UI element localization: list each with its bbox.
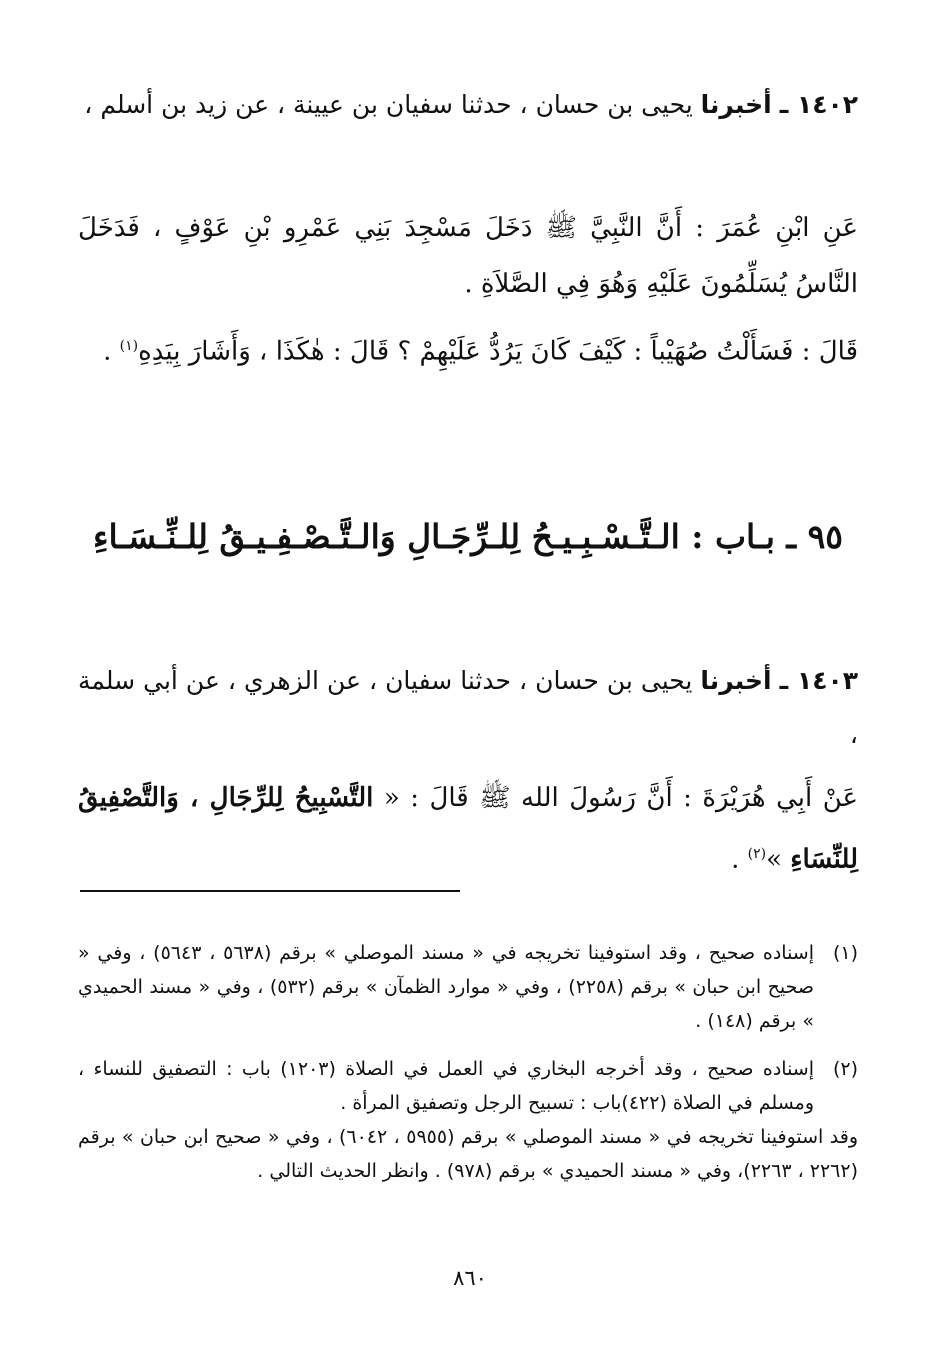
- chain-head: أخبرنا: [700, 90, 772, 119]
- hadith-text: قَالَ : فَسَأَلْتُ صُهَيْباً : كَيْفَ كَانَ يَرُدُّ عَلَيْهِمْ ؟ قَالَ : هٰكَذَا ، وَأَشَارَ بِيَدِهِ: [138, 336, 858, 367]
- footnote-text-continued: وقد استوفينا تخريجه في « مسند الموصلي » برقم (٥٩٥٥ ، ٦٠٤٢) ، وفي « صحيح ابن حبان » برقم (٢٢٦٢ ، ٢٢٦٣)، وفي « مسند الحميدي » برقم (٩٧٨) . وانظر الحديث التالي .: [78, 1126, 858, 1182]
- hadith-number: ١٤٠٣ ـ: [779, 666, 858, 695]
- hadith-1402-text-1: [78, 200, 858, 312]
- footnote-text: إسناده صحيح ، وقد أخرجه البخاري في العمل في الصلاة (١٢٠٣) باب : التصفيق للنساء ، ومسلم في الصلاة (٤٢٢)باب : تسبيح الرجل وتصفيق المرأة .: [78, 1058, 814, 1114]
- hadith-number: ١٤٠٢ ـ: [779, 90, 858, 119]
- footnote-text: إسناده صحيح ، وقد استوفينا تخريجه في « مسند الموصلي » برقم (٥٦٣٨ ، ٥٦٤٣) ، وفي « صحيح ابن حبان » برقم (٢٢٥٨) ، وفي « موارد الظمآن » برقم (٥٣٢) ، وفي « مسند الحميدي » برقم (١٤٨) .: [78, 942, 815, 1032]
- hadith-text: عَنِ ابْنِ عُمَرَ : أَنَّ النَّبِيَّ ﷺ دَخَلَ مَسْجِدَ بَنِي عَمْرِو بْنِ عَوْفٍ ، فَدَخَلَ النَّاسُ يُسَلِّمُونَ عَلَيْهِ وَهُوَ فِي الصَّلاَةِ .: [78, 213, 858, 299]
- quote-close: »: [766, 844, 783, 875]
- punctuation: .: [731, 844, 748, 875]
- hadith-1403-text: [78, 770, 858, 888]
- footnote-number: (١): [832, 942, 858, 964]
- chapter-heading: ٩٥ ـ بـاب : الـتَّـسْـبِـيـحُ لِلـرِّجَـالِ وَالـتَّـصْـفِـيـقُ لِلـنِّـسَـاءِ: [92, 517, 844, 556]
- footnote-ref: (١): [119, 338, 139, 354]
- footnote-1: [78, 936, 858, 1038]
- footnote-ref: (٢): [747, 846, 767, 862]
- chain-rest: يحيى بن حسان ، حدثنا سفيان ، عن الزهري ، عن أبي سلمة ،: [78, 666, 858, 749]
- hadith-1403-chain: [78, 654, 858, 762]
- footnote-number: (٢): [832, 1058, 858, 1080]
- punctuation: .: [103, 336, 120, 367]
- hadith-1402-chain: [78, 78, 858, 132]
- chain-rest: يحيى بن حسان ، حدثنا سفيان بن عيينة ، عن زيد بن أسلم ،: [84, 90, 693, 119]
- footnote-separator: [80, 890, 460, 892]
- hadith-text-lead: عَنْ أَبِي هُرَيْرَةَ : أَنَّ رَسُولَ الله ﷺ قَالَ : «: [383, 783, 859, 813]
- page-number: ٨٦٠: [453, 1266, 487, 1290]
- footnote-2: [78, 1052, 858, 1188]
- hadith-text-bold: التَّسْبِيحُ لِلرِّجَالِ ، وَالتَّصْفِيقُ لِلنِّسَاءِ: [78, 783, 858, 875]
- chain-head: أخبرنا: [700, 666, 772, 695]
- hadith-1402-text-2: [78, 318, 858, 380]
